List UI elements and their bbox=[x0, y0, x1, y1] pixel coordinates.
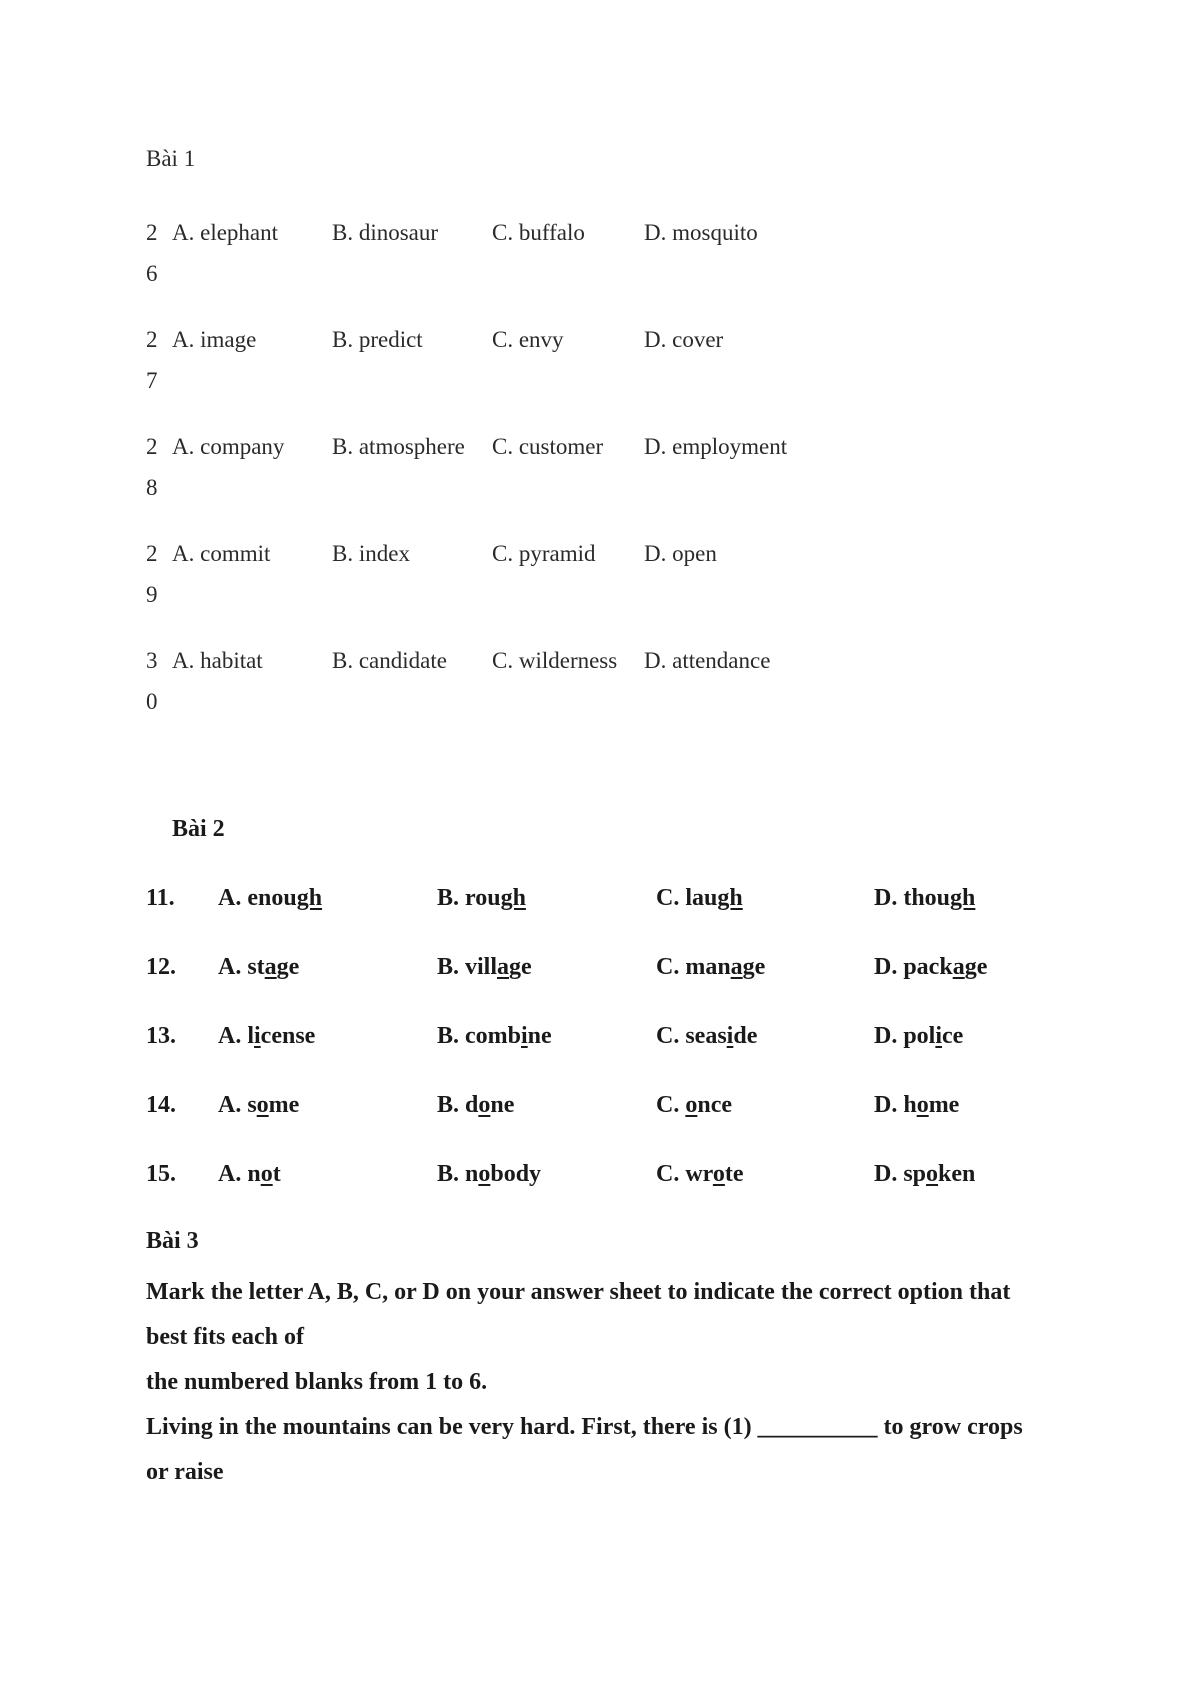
option-b: B. dinosaur bbox=[332, 220, 439, 245]
option-b: B. predict bbox=[332, 327, 423, 352]
option-b: B. candidate bbox=[332, 648, 447, 673]
option-d: D. home bbox=[874, 1092, 960, 1118]
option-a: A. not bbox=[218, 1161, 281, 1187]
option-d: D. open bbox=[644, 541, 717, 566]
question-number: 2 8 bbox=[146, 434, 158, 500]
option-c: C. manage bbox=[656, 954, 766, 980]
paragraph-line: best fits each of bbox=[146, 1324, 304, 1350]
question-11-row bbox=[146, 885, 1046, 925]
option-d: D. attendance bbox=[644, 648, 771, 673]
option-c: C. seaside bbox=[656, 1023, 758, 1049]
question-27-row bbox=[146, 319, 846, 393]
option-d: D. employment bbox=[644, 434, 788, 459]
option-a: A. elephant bbox=[172, 220, 279, 245]
option-d: D. spoken bbox=[874, 1161, 976, 1187]
section-3-title: Bài 3 bbox=[146, 1228, 199, 1254]
question-number: 3 0 bbox=[146, 648, 158, 714]
question-26-row bbox=[146, 212, 846, 286]
option-a: A. image bbox=[172, 327, 257, 352]
paragraph-line: or raise bbox=[146, 1459, 224, 1485]
option-c: C. laugh bbox=[656, 885, 743, 911]
question-number: 11. bbox=[146, 885, 175, 911]
option-b: B. rough bbox=[437, 885, 526, 911]
option-a: A. stage bbox=[218, 954, 300, 980]
paragraph-line: the numbered blanks from 1 to 6. bbox=[146, 1369, 488, 1395]
option-b: B. village bbox=[437, 954, 532, 980]
section-1-title: Bài 1 bbox=[146, 146, 196, 171]
question-30-row bbox=[146, 640, 846, 714]
option-a: A. habitat bbox=[172, 648, 263, 673]
question-12-row bbox=[146, 954, 1046, 994]
option-d: D. mosquito bbox=[644, 220, 758, 245]
option-d: D. package bbox=[874, 954, 988, 980]
option-b: B. nobody bbox=[437, 1161, 542, 1187]
option-a: A. some bbox=[218, 1092, 300, 1118]
option-c: C. once bbox=[656, 1092, 732, 1118]
option-c: C. pyramid bbox=[492, 541, 596, 566]
question-13-row bbox=[146, 1023, 1046, 1063]
question-28-row bbox=[146, 426, 846, 500]
question-29-row bbox=[146, 533, 846, 607]
option-a: A. enough bbox=[218, 885, 323, 911]
question-number: 2 7 bbox=[146, 327, 158, 393]
question-number: 2 6 bbox=[146, 220, 158, 286]
paragraph-line: Mark the letter A, B, C, or D on your answer sheet to indicate the correct option that bbox=[146, 1279, 1011, 1305]
option-a: A. commit bbox=[172, 541, 271, 566]
option-b: B. atmosphere bbox=[332, 434, 465, 459]
paragraph-line: Living in the mountains can be very hard. First, there is (1) __________ to grow crops bbox=[146, 1414, 1023, 1440]
section-2-title: Bài 2 bbox=[172, 816, 225, 842]
option-d: D. though bbox=[874, 885, 976, 911]
option-a: A. license bbox=[218, 1023, 316, 1049]
option-b: B. combine bbox=[437, 1023, 552, 1049]
option-c: C. wrote bbox=[656, 1161, 744, 1187]
option-d: D. cover bbox=[644, 327, 724, 352]
option-c: C. envy bbox=[492, 327, 564, 352]
instructions-paragraph bbox=[146, 1270, 1066, 1495]
question-15-row bbox=[146, 1161, 1046, 1201]
question-number: 12. bbox=[146, 954, 176, 980]
question-number: 13. bbox=[146, 1023, 176, 1049]
option-d: D. police bbox=[874, 1023, 964, 1049]
option-a: A. company bbox=[172, 434, 285, 459]
option-c: C. customer bbox=[492, 434, 604, 459]
option-b: B. done bbox=[437, 1092, 515, 1118]
question-number: 14. bbox=[146, 1092, 176, 1118]
option-c: C. wilderness bbox=[492, 648, 618, 673]
question-number: 15. bbox=[146, 1161, 176, 1187]
question-14-row bbox=[146, 1092, 1046, 1132]
question-number: 2 9 bbox=[146, 541, 158, 607]
option-b: B. index bbox=[332, 541, 410, 566]
option-c: C. buffalo bbox=[492, 220, 585, 245]
